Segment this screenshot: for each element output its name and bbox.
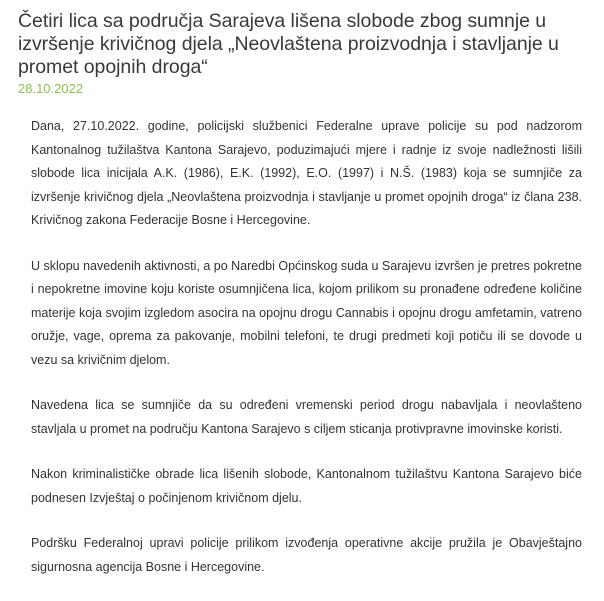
article-title: Četiri lica sa područja Sarajeva lišena slobode zbog sumnje u izvršenje krivičnog djela „Neovlaštena proizvodnja i stavljanje u promet opojnih droga“	[18, 10, 559, 78]
article-paragraph: Navedena lica se sumnjiče da su određeni vremenski period drogu nabavljala i neovlašteno stavljala u promet na području Kantona Sarajevo s ciljem sticanja protivpravne imovinske koristi.	[31, 398, 582, 436]
article-date: 28.10.2022	[18, 81, 84, 96]
article-paragraph: Dana, 27.10.2022. godine, policijski službenici Federalne uprave policije su pod nadzorom Kantonalnog tužilaštva Kantona Sarajevo, poduzimajući mjere i radnje iz svoje nadležnosti lišili slobode lica inicijala A.K. (1986), E.K. (1992), E.O. (1997) i N.Š. (1983) koja se sumnjiče za izvršenje krivičnog djela „Neovlaštena proizvodnja i stavljanje u promet opojnih droga“ iz člana 238. Krivičnog zakona Federacije Bosne i Hercegovine.	[31, 119, 582, 227]
article-paragraph: U sklopu navedenih aktivnosti, a po Naredbi Općinskog suda u Sarajevu izvršen je pretres pokretne i nepokretne imovine koju koriste osumnjičena lica, kojom prilikom su pronađene određene količine materije koja svojim izgledom asocira na opojnu drogu Cannabis i opojnu drogu amfetamin, vatreno oružje, vage, oprema za pakovanje, mobilni telefoni, te drugi predmeti koji potiču ili se dovode u vezu sa krivičnim djelom.	[31, 258, 583, 367]
article-paragraph: Podršku Federalnoj upravi policije prilikom izvođenja operativne akcije pružila je Obavještajno sigurnosna agencija Bosne i Hercegovine.	[31, 536, 582, 574]
article-header	[18, 10, 588, 97]
article-paragraph: Nakon kriminalističke obrade lica lišenih slobode, Kantonalnom tužilaštvu Kantona Sarajevo biće podnesen Izvještaj o počinjenom krivičnom djelu.	[31, 467, 582, 505]
article-body	[31, 115, 582, 601]
